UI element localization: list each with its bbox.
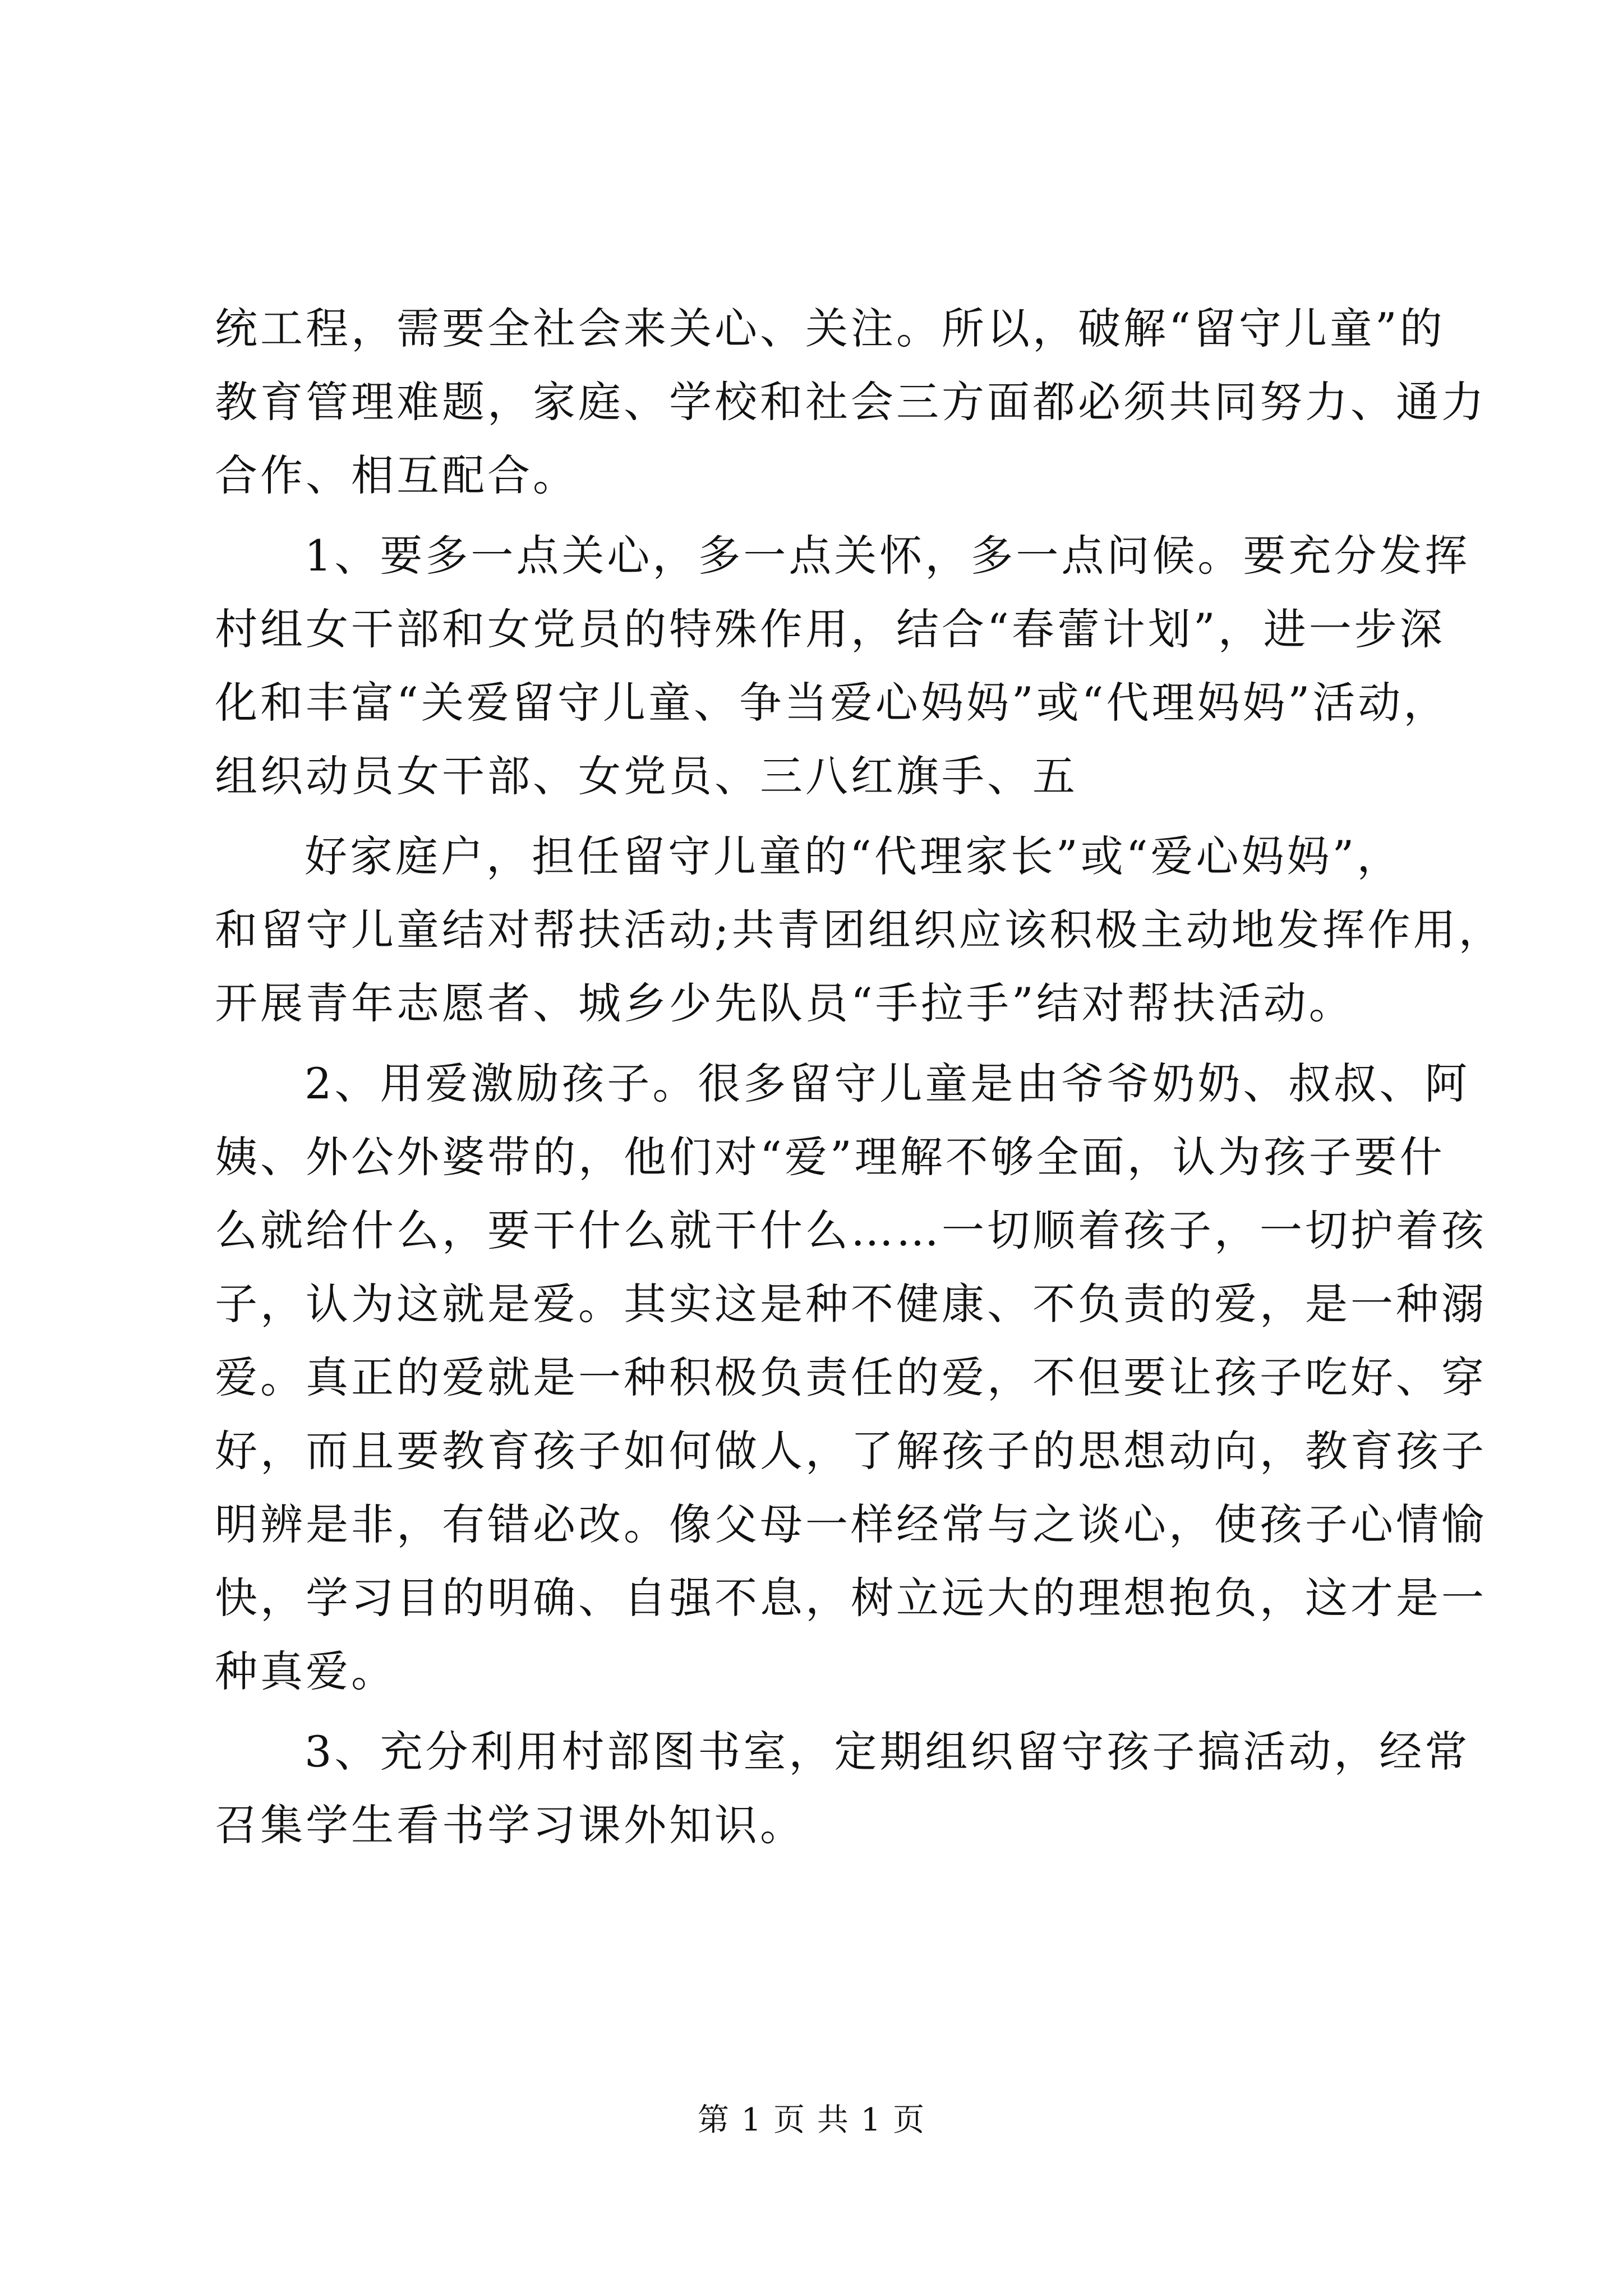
text-line: 好，而且要教育孩子如何做人，了解孩子的思想动向，教育孩子 bbox=[215, 1426, 1487, 1476]
text-line: 2、用爱激励孩子。很多留守儿童是由爷爷奶奶、叔叔、阿 bbox=[305, 1059, 1470, 1108]
text-line: 姨、外公外婆带的，他们对“爱”理解不够全面，认为孩子要什 bbox=[215, 1132, 1445, 1182]
paragraph-item-2 bbox=[215, 1047, 1487, 1708]
text-line: 么就给什么，要干什么就干什么……一切顺着孩子，一切护着孩 bbox=[215, 1205, 1487, 1255]
text-line: 合作、相互配合。 bbox=[215, 450, 578, 500]
text-line: 开展青年志愿者、城乡少先队员“手拉手”结对帮扶活动。 bbox=[215, 978, 1354, 1028]
text-line: 统工程，需要全社会来关心、关注。所以，破解“留守儿童”的 bbox=[215, 303, 1445, 353]
text-line: 召集学生看书学习课外知识。 bbox=[215, 1800, 805, 1850]
text-line: 种真爱。 bbox=[215, 1646, 396, 1696]
page-number-label: 第 1 页 共 1 页 bbox=[697, 2102, 926, 2138]
paragraph-item-1-continued bbox=[215, 820, 1504, 1040]
paragraph-intro bbox=[215, 292, 1487, 512]
page-footer bbox=[0, 2101, 1623, 2140]
text-line: 好家庭户，担任留守儿童的“代理家长”或“爱心妈妈”， bbox=[305, 831, 1403, 881]
text-line: 组织动员女干部、女党员、三八红旗手、五 bbox=[215, 751, 1078, 801]
text-line: 子，认为这就是爱。其实这是种不健康、不负责的爱，是一种溺 bbox=[215, 1279, 1487, 1329]
paragraph-item-3 bbox=[215, 1715, 1470, 1862]
text-line: 1、要多一点关心，多一点关怀，多一点问候。要充分发挥 bbox=[305, 531, 1470, 581]
text-line: 明辨是非，有错必改。像父母一样经常与之谈心，使孩子心情愉 bbox=[215, 1499, 1487, 1549]
document-body bbox=[215, 292, 1504, 1862]
text-line: 3、充分利用村部图书室，定期组织留守孩子搞活动，经常 bbox=[305, 1727, 1470, 1777]
text-line: 爱。真正的爱就是一种积极负责任的爱，不但要让孩子吃好、穿 bbox=[215, 1352, 1487, 1402]
paragraph-item-1 bbox=[215, 519, 1470, 813]
text-line: 和留守儿童结对帮扶活动;共青团组织应该积极主动地发挥作用， bbox=[215, 905, 1504, 955]
text-line: 教育管理难题，家庭、学校和社会三方面都必须共同努力、通力 bbox=[215, 377, 1487, 427]
text-line: 化和丰富“关爱留守儿童、争当爱心妈妈”或“代理妈妈”活动， bbox=[215, 678, 1449, 728]
text-line: 村组女干部和女党员的特殊作用，结合“春蕾计划”，进一步深 bbox=[215, 604, 1445, 654]
text-line: 快，学习目的明确、自强不息，树立远大的理想抱负，这才是一 bbox=[215, 1573, 1487, 1623]
